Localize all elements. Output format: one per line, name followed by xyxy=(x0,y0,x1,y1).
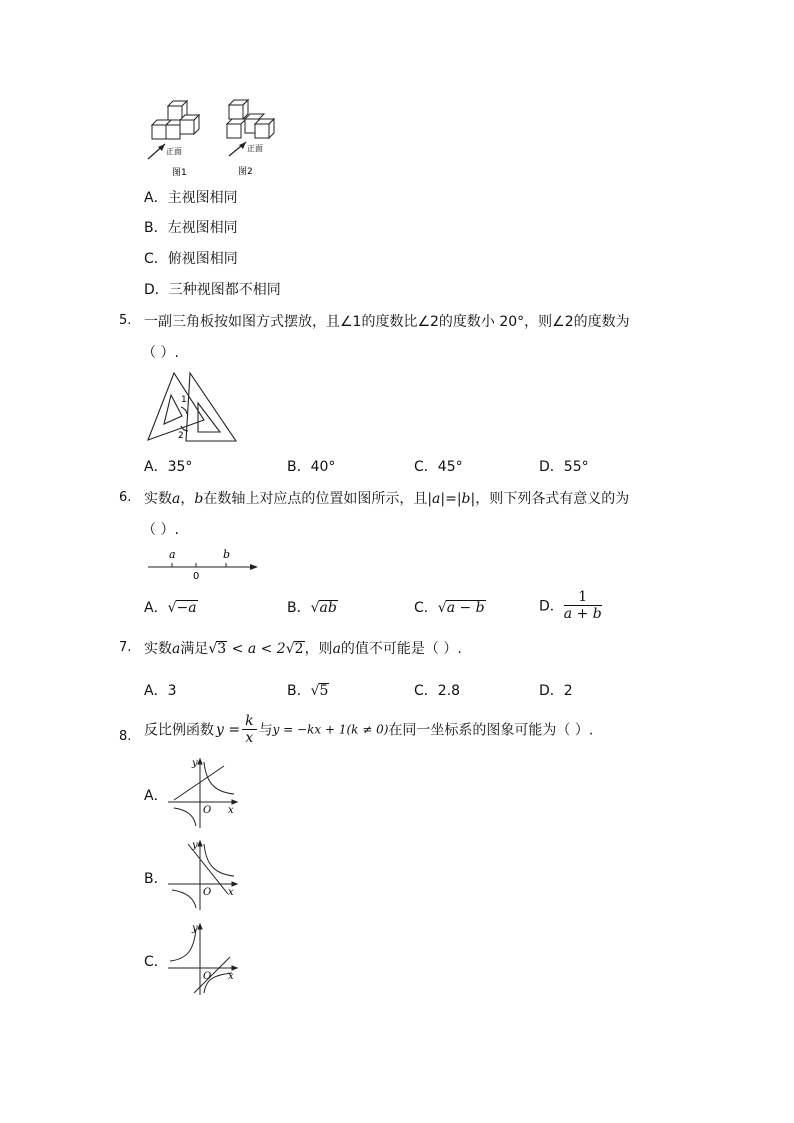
q6-option-a[interactable]: A．√−a xyxy=(144,600,197,616)
q5-angle-1-label: 1 xyxy=(181,395,187,405)
q4-front-label-2: 正面 xyxy=(247,144,263,153)
q6-option-c[interactable]: C．√a − b xyxy=(414,600,485,616)
q5-stem-paren: （ ）. xyxy=(142,345,179,361)
q8-stem: 反比例函数 y = $\frac{k}{x}$ 与y = −kx + 1(k ≠ 0)在同一坐标系的图象可能为（ ）. xyxy=(144,713,594,746)
q5-angle-2-label: 2 xyxy=(178,431,184,441)
q8-a-axis-x: x xyxy=(228,805,234,816)
q5-option-b[interactable]: B．40° xyxy=(287,459,336,475)
q8-option-a[interactable]: A． xyxy=(144,788,168,804)
q4-fig1-caption: 图1 xyxy=(172,168,187,178)
q4-front-label-1: 正面 xyxy=(166,147,182,156)
q7-stem: 实数a满足√3 < a < 2√2，则a的值不可能是（ ）. xyxy=(144,641,462,657)
q5-option-d[interactable]: D．55° xyxy=(539,459,589,475)
q8-option-c[interactable]: C． xyxy=(144,954,168,970)
q8-b-origin: O xyxy=(203,887,212,898)
q5-triangle-figure xyxy=(144,368,240,446)
q5-option-a[interactable]: A．35° xyxy=(144,459,193,475)
q4-figure-1 xyxy=(140,96,210,178)
q4-figure-2 xyxy=(215,96,285,178)
q6-number: 6. xyxy=(119,490,132,505)
q8-graph-c[interactable] xyxy=(166,921,242,997)
q8-c-axis-y: y xyxy=(192,923,198,934)
q6-stem-paren: （ ）. xyxy=(142,522,179,538)
q8-b-axis-x: x xyxy=(228,887,234,898)
q8-graph-b[interactable] xyxy=(166,838,242,912)
q8-graph-a[interactable] xyxy=(166,756,242,830)
q7-option-a[interactable]: A．3 xyxy=(144,683,177,699)
q6-axis-b: b xyxy=(223,548,231,561)
q7-option-d[interactable]: D．2 xyxy=(539,683,573,699)
q4-fig2-caption: 图2 xyxy=(238,167,253,177)
q8-b-axis-y: y xyxy=(192,840,198,851)
q6-axis-a: a xyxy=(169,548,176,561)
q4-option-b[interactable]: B．左视图相同 xyxy=(144,220,238,236)
q5-number: 5. xyxy=(119,313,132,328)
q7-option-b[interactable]: B．√5 xyxy=(287,683,329,699)
q8-option-b[interactable]: B． xyxy=(144,871,168,887)
q8-c-axis-x: x xyxy=(228,971,234,982)
q6-number-line xyxy=(146,545,262,583)
q5-stem: 一副三角板按如图方式摆放，且∠1的度数比∠2的度数小 20°，则∠2的度数为 xyxy=(144,314,630,330)
q6-stem: 实数a，b在数轴上对应点的位置如图所示，且|a|=|b|，则下列各式有意义的为 xyxy=(144,491,630,507)
q6-axis-zero: 0 xyxy=(193,571,200,582)
q4-option-c[interactable]: C．俯视图相同 xyxy=(144,251,238,267)
q6-option-d[interactable]: D． $\frac{1}{a + b}$ xyxy=(539,589,602,622)
q7-option-c[interactable]: C．2.8 xyxy=(414,683,461,699)
q4-option-d[interactable]: D．三种视图都不相同 xyxy=(144,282,281,298)
q7-number: 7. xyxy=(119,640,132,655)
q8-a-origin: O xyxy=(203,805,212,816)
q4-option-a[interactable]: A．主视图相同 xyxy=(144,190,238,206)
q6-option-b[interactable]: B．√ab xyxy=(287,600,337,616)
q5-option-c[interactable]: C．45° xyxy=(414,459,463,475)
q8-c-origin: O xyxy=(203,971,212,982)
q8-number: 8. xyxy=(119,729,132,744)
q8-a-axis-y: y xyxy=(192,758,198,769)
